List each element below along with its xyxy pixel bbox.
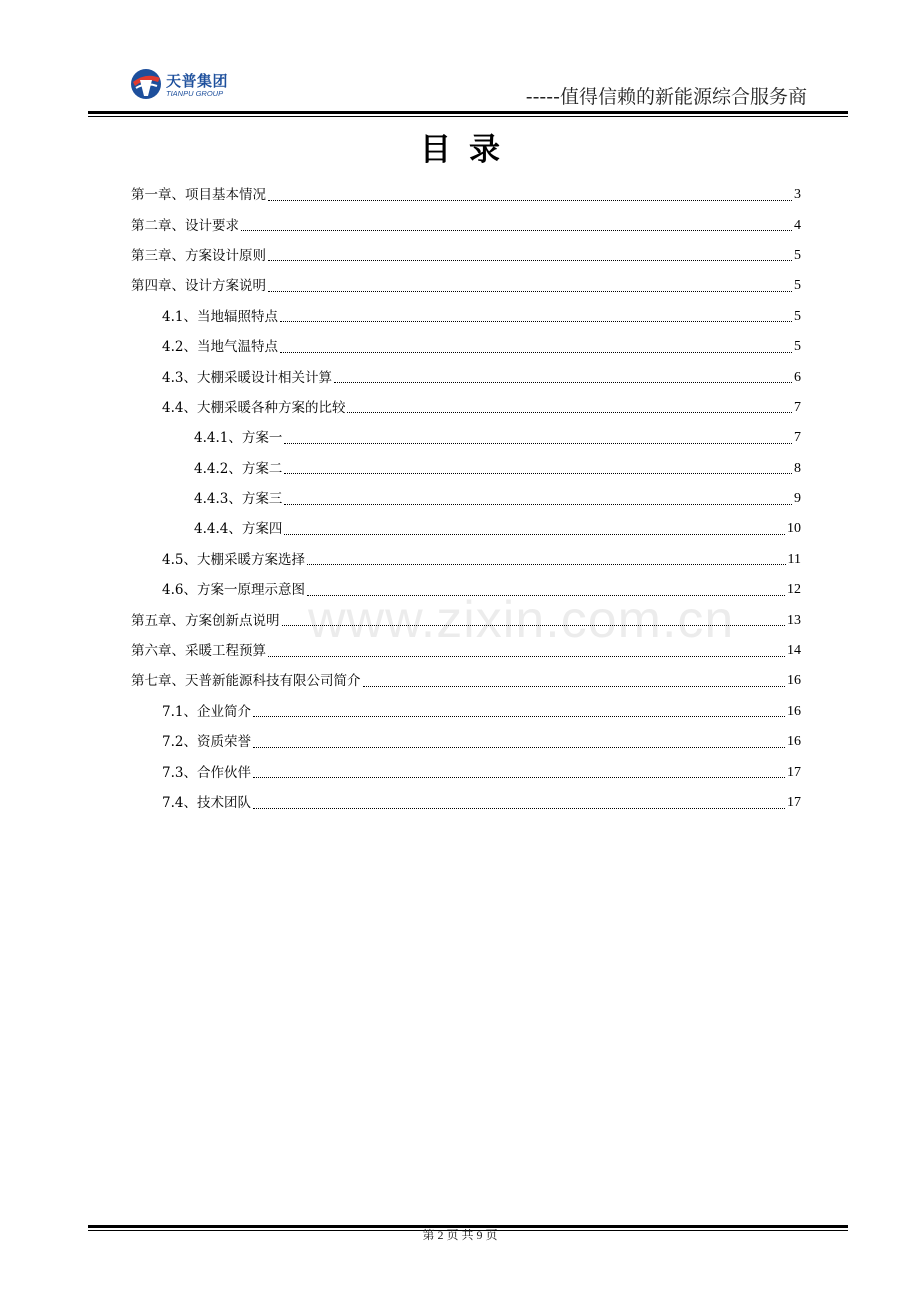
toc-dot-leader xyxy=(268,291,792,292)
toc-dot-leader xyxy=(253,808,785,809)
header-rule-thin xyxy=(88,116,848,117)
toc-dot-leader xyxy=(253,777,785,778)
toc-entry-label: 7.1、企业简介 xyxy=(162,703,251,720)
toc-entry-page: 9 xyxy=(794,491,801,507)
toc-entry-label: 4.4.3、方案三 xyxy=(194,491,283,508)
toc-dot-leader xyxy=(284,473,792,474)
toc-entry-page: 16 xyxy=(787,673,801,689)
logo-chinese-name: 天普集团 xyxy=(166,72,229,90)
toc-entry-label: 第四章、设计方案说明 xyxy=(131,278,266,295)
toc-entry-page: 13 xyxy=(787,612,801,628)
toc-entry-label: 第七章、天普新能源科技有限公司简介 xyxy=(131,673,361,690)
toc-entry[interactable] xyxy=(131,697,801,727)
toc-entry-label: 4.2、当地气温特点 xyxy=(162,339,278,356)
toc-entry[interactable] xyxy=(131,271,801,301)
toc-dot-leader xyxy=(284,443,792,444)
toc-entry-page: 6 xyxy=(794,369,801,385)
toc-dot-leader xyxy=(347,412,792,413)
header-rule-thick xyxy=(88,111,848,114)
toc-entry[interactable] xyxy=(131,332,801,362)
toc-entry[interactable] xyxy=(131,788,801,818)
toc-entry-label: 4.3、大棚采暖设计相关计算 xyxy=(162,369,332,386)
toc-entry[interactable] xyxy=(131,210,801,240)
toc-entry-page: 14 xyxy=(787,643,801,659)
toc-entry[interactable] xyxy=(131,666,801,696)
toc-entry-label: 7.2、资质荣誉 xyxy=(162,734,251,751)
toc-entry-page: 17 xyxy=(787,795,801,810)
toc-dot-leader xyxy=(241,230,792,231)
toc-entry-label: 4.4.1、方案一 xyxy=(194,430,283,447)
toc-dot-leader xyxy=(307,564,786,565)
toc-entry[interactable] xyxy=(131,423,801,453)
toc-entry-page: 16 xyxy=(787,703,801,719)
page-footer: 第 2 页 共 9 页 xyxy=(422,1228,498,1242)
table-of-contents xyxy=(131,180,801,818)
toc-dot-leader xyxy=(284,534,785,535)
toc-dot-leader xyxy=(253,716,785,717)
logo-english-name: TIANPU GROUP xyxy=(166,89,224,98)
toc-entry-label: 4.4.2、方案二 xyxy=(194,460,283,477)
toc-dot-leader xyxy=(280,321,792,322)
toc-entry[interactable] xyxy=(131,362,801,392)
toc-dot-leader xyxy=(334,382,792,383)
toc-entry-page: 3 xyxy=(794,187,801,203)
toc-entry-page: 12 xyxy=(787,582,801,598)
toc-dot-leader xyxy=(363,686,786,687)
toc-entry-label: 第三章、方案设计原则 xyxy=(131,247,266,264)
toc-entry[interactable] xyxy=(131,484,801,514)
toc-entry[interactable] xyxy=(131,241,801,271)
toc-entry[interactable] xyxy=(131,180,801,210)
toc-entry-page: 10 xyxy=(787,521,801,537)
toc-entry-label: 7.4、技术团队 xyxy=(162,795,251,811)
toc-entry[interactable] xyxy=(131,393,801,423)
watermark: www.zixin.com.cn xyxy=(308,591,735,649)
toc-dot-leader xyxy=(268,200,792,201)
toc-entry[interactable] xyxy=(131,302,801,332)
toc-entry-label: 第二章、设计要求 xyxy=(131,217,239,234)
toc-dot-leader xyxy=(253,747,785,748)
toc-entry-label: 第五章、方案创新点说明 xyxy=(131,612,280,629)
toc-entry-label: 7.3、合作伙伴 xyxy=(162,764,251,781)
toc-dot-leader xyxy=(284,504,792,505)
toc-entry-page: 8 xyxy=(794,460,801,476)
toc-dot-leader xyxy=(268,656,785,657)
toc-entry[interactable] xyxy=(131,454,801,484)
toc-entry-label: 4.6、方案一原理示意图 xyxy=(162,582,305,599)
toc-entry-page: 5 xyxy=(794,247,801,263)
tianpu-logo-icon xyxy=(130,68,162,100)
toc-entry-label: 4.4、大棚采暖各种方案的比较 xyxy=(162,399,346,416)
toc-entry-page: 5 xyxy=(794,308,801,324)
toc-entry-page: 17 xyxy=(787,764,801,780)
toc-entry-page: 11 xyxy=(787,551,801,567)
toc-dot-leader xyxy=(280,352,792,353)
toc-entry-page: 7 xyxy=(794,430,801,446)
toc-entry[interactable] xyxy=(131,514,801,544)
toc-entry-page: 16 xyxy=(787,734,801,750)
toc-entry-label: 第六章、采暖工程预算 xyxy=(131,643,266,660)
toc-entry[interactable] xyxy=(131,545,801,575)
header-tagline: -----值得信赖的新能源综合服务商 xyxy=(525,86,807,108)
toc-entry-page: 5 xyxy=(794,278,801,294)
toc-entry-page: 5 xyxy=(794,339,801,355)
toc-entry-label: 4.1、当地辐照特点 xyxy=(162,308,278,325)
toc-entry[interactable] xyxy=(131,757,801,787)
toc-entry-label: 4.4.4、方案四 xyxy=(194,521,283,538)
toc-entry-label: 第一章、项目基本情况 xyxy=(131,187,266,204)
toc-entry-page: 4 xyxy=(794,217,801,233)
toc-dot-leader xyxy=(268,260,792,261)
toc-entry-page: 7 xyxy=(794,399,801,415)
company-logo xyxy=(130,68,245,102)
toc-entry[interactable] xyxy=(131,727,801,757)
page-title: 目录 xyxy=(420,132,518,168)
toc-entry-label: 4.5、大棚采暖方案选择 xyxy=(162,551,305,568)
